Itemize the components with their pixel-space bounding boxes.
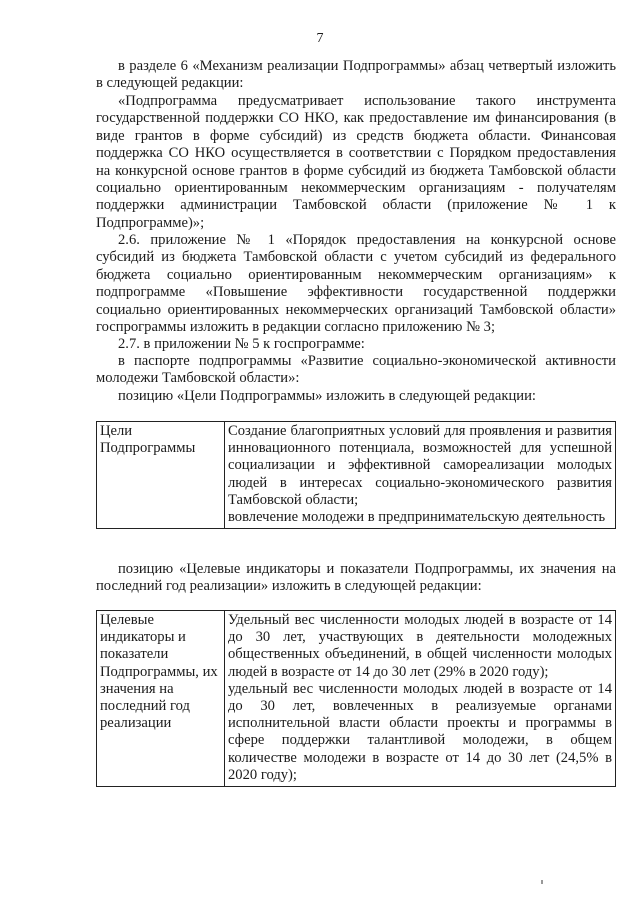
intro-paragraph: в разделе 6 «Механизм реализации Подпрограммы» абзац четвертый изложить в следующей редакции: — [96, 58, 616, 92]
goals-line-1: Создание благоприятных условий для проявления и развития инновационного потенциала, возможностей для успешной социализации и эффективной самореализации молодых людей в интересах социально-экономического развития Тамбовской области; — [228, 423, 612, 508]
indicators-label-cell: Целевые индикаторы и показатели Подпрограммы, их значения на последний год реализации — [97, 611, 225, 787]
scan-mark — [541, 880, 543, 884]
page-number: 7 — [316, 31, 324, 46]
indicators-table — [96, 610, 616, 787]
passport-paragraph: в паспорте подпрограммы «Развитие социально-экономической активности молодежи Тамбовской области»: — [96, 353, 616, 387]
indicators-line-2: удельный вес численности молодых людей в возрасте от 14 до 30 лет, вовлеченных в реализуемые органами исполнительной власти области проекты и программы в сфере поддержки талантливой молодежи, в общем количестве молодежи в возрасте от 14 до 30 лет (24,5% в 2020 году); — [228, 680, 612, 783]
goals-content-cell — [225, 422, 616, 529]
goals-label-cell: Цели Подпрограммы — [97, 422, 225, 529]
indicators-line-1: Удельный вес численности молодых людей в возрасте от 14 до 30 лет, участвующих в деятельности молодежных общественных объединений, в общей численности молодых людей в возрасте от 14 до 30 лет (29% в 2020 году); — [228, 612, 612, 680]
goals-line-2: вовлечение молодежи в предпринимательскую деятельность — [228, 509, 606, 526]
quoted-paragraph: «Подпрограмма предусматривает использование такого инструмента государственной поддержки СО НКО, как предоставление им финансирования (в виде грантов в форме субсидий) из средств бюджета области. Финансовая поддержка СО НКО осуществляется в соответствии с Порядком предоставления на конкурсной основе грантов в форме субсидий из бюджета Тамбовской области социально ориентированным некоммерческим организациям - получателям поддержки администрации Тамбовской области (приложение № 1 к Подпрограмме)»; — [96, 93, 616, 231]
indicators-position-paragraph: позицию «Целевые индикаторы и показатели Подпрограммы, их значения на последний год реализации» изложить в следующей редакции: — [96, 561, 616, 595]
item-2-6-paragraph: 2.6. приложение № 1 «Порядок предоставления на конкурсной основе субсидий из бюджета Тамбовской области с учетом субсидий из федерального бюджета социально ориентированным некоммерческим организациям» к подпрограмме «Повышение эффективности государственной поддержки социально ориентированных некоммерческих организаций Тамбовской области» госпрограммы изложить в редакции согласно приложению № 3; — [96, 232, 616, 336]
table-row — [97, 422, 616, 529]
table-row — [97, 611, 616, 787]
indicators-content-cell — [225, 611, 616, 787]
item-2-7-paragraph: 2.7. в приложении № 5 к госпрограмме: — [118, 336, 365, 352]
goals-table — [96, 421, 616, 529]
goals-position-paragraph: позицию «Цели Подпрограммы» изложить в следующей редакции: — [118, 388, 536, 404]
